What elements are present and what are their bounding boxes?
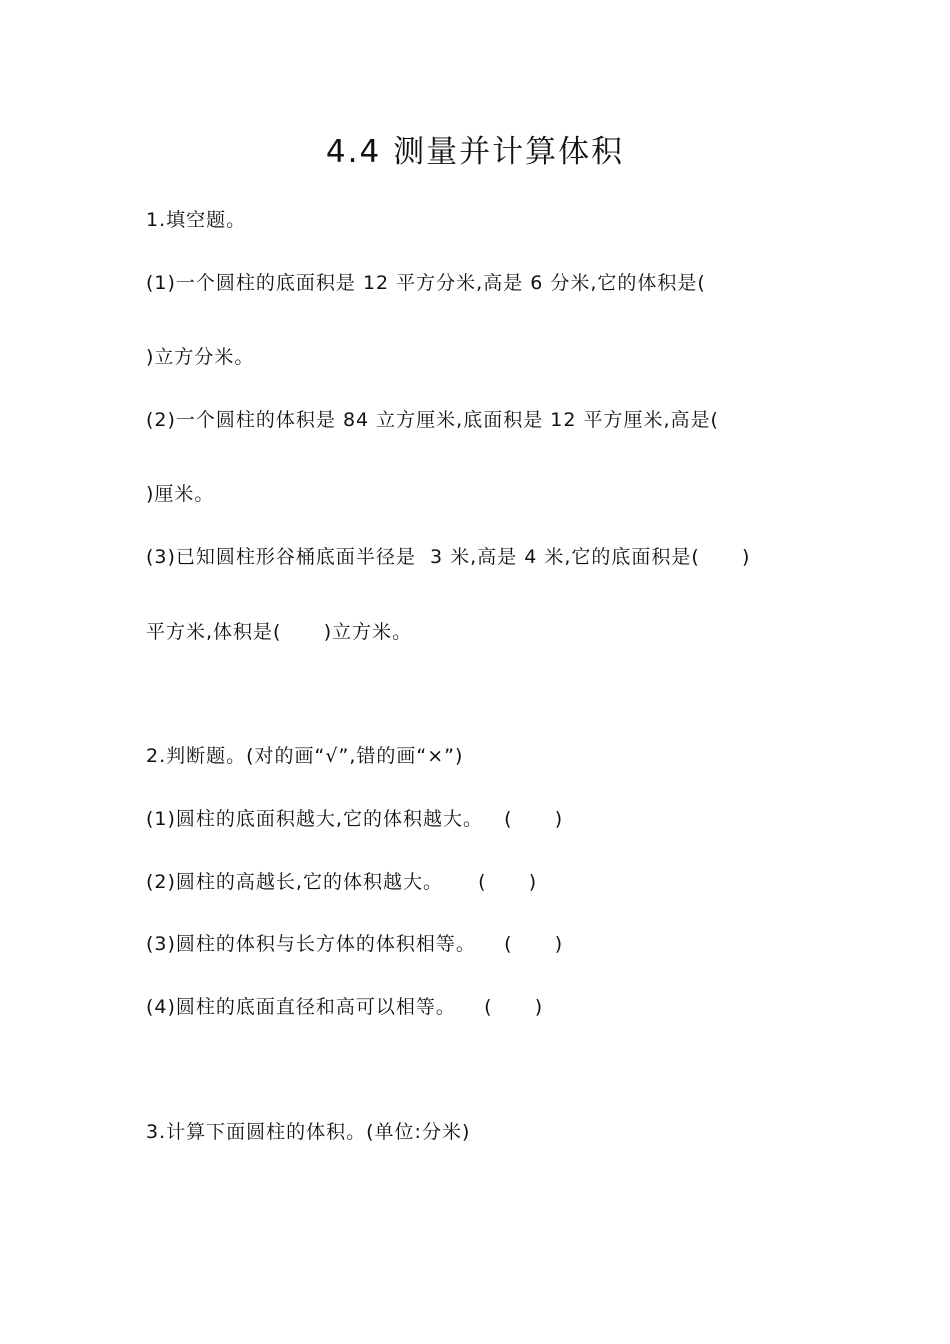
fill-blank-q3-line2: 平方米,体积是( )立方米。 — [146, 621, 413, 643]
fill-blank-q2-line1: (2)一个圆柱的体积是 84 立方厘米,底面积是 12 平方厘米,高是( — [146, 409, 719, 431]
page-title: 4.4 测量并计算体积 — [325, 134, 625, 170]
section3-heading: 3.计算下面圆柱的体积。(单位:分米) — [146, 1121, 471, 1143]
section2-heading: 2.判断题。(对的画“√”,错的画“×”) — [146, 745, 464, 767]
judge-item-1: (1)圆柱的底面积越大,它的体积越大。 ( ) — [146, 808, 564, 830]
section1-heading: 1.填空题。 — [146, 209, 247, 231]
fill-blank-q1-line2: )立方分米。 — [146, 346, 255, 368]
judge-item-3: (3)圆柱的体积与长方体的体积相等。 ( ) — [146, 933, 564, 955]
fill-blank-q2-line2: )厘米。 — [146, 483, 215, 505]
fill-blank-q1-line1: (1)一个圆柱的底面积是 12 平方分米,高是 6 分米,它的体积是( — [146, 272, 706, 294]
fill-blank-q3-line1: (3)已知圆柱形谷桶底面半径是 3 米,高是 4 米,它的底面积是( ) — [146, 546, 751, 568]
judge-item-4: (4)圆柱的底面直径和高可以相等。 ( ) — [146, 996, 544, 1018]
judge-item-2: (2)圆柱的高越长,它的体积越大。 ( ) — [146, 871, 538, 893]
